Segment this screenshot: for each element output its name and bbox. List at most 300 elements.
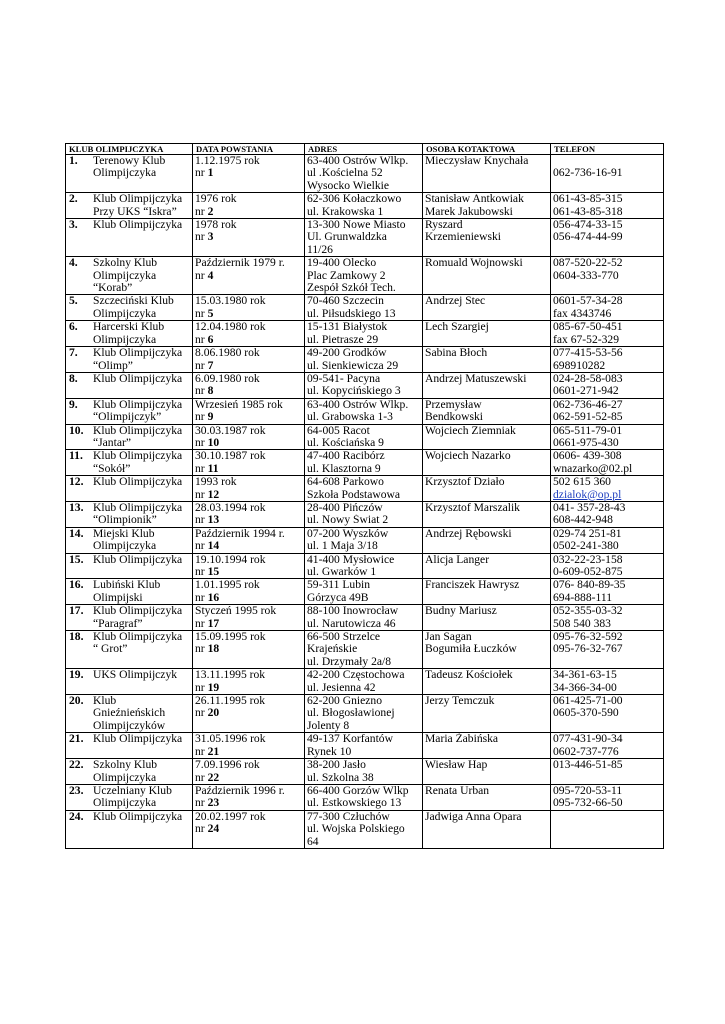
row-number: 14. (69, 526, 84, 540)
table-row (66, 810, 664, 848)
club-cell (66, 424, 193, 450)
phone-line: 0606- 439-308 (553, 450, 622, 463)
address-cell (305, 450, 423, 476)
club-cell (66, 695, 193, 733)
address-cell (305, 476, 423, 502)
club-number: 9 (207, 411, 214, 424)
address-line: ul. Piłsudskiego 13 (307, 307, 396, 320)
club-cell (66, 155, 193, 193)
club-number: 1 (207, 167, 214, 180)
date-cell (193, 501, 305, 527)
phone-line: 061-43-85-315 (553, 193, 623, 206)
nr-label: nr (195, 462, 205, 475)
nr-label: nr (195, 823, 205, 836)
nr-label: nr (195, 566, 205, 578)
contact-cell (423, 695, 551, 733)
club-name-line: Klub Olimpijczyka (93, 810, 183, 823)
row-number: 9. (69, 397, 78, 411)
contact-name: Jan Sagan (425, 631, 472, 644)
address-cell (305, 347, 423, 373)
contact-cell (423, 295, 551, 321)
phone-line: 087-520-22-52 (553, 257, 623, 270)
contact-name: Jerzy Temczuk (425, 695, 495, 708)
phone-line: 041- 357-28-43 (553, 501, 626, 514)
founding-date: 1976 rok (195, 193, 237, 206)
contact-name: Mieczysław Knychała (425, 155, 529, 167)
header-contact: OSOBA KOTAKTOWA (423, 144, 551, 155)
address-line: 70-460 Szczecin (307, 295, 384, 308)
founding-date: 15.03.1980 rok (195, 295, 266, 308)
address-line: Plac Zamkowy 2 (307, 269, 386, 282)
phone-line: 698910282 (553, 359, 606, 372)
contact-name: Wojciech Ziemniak (425, 424, 516, 437)
club-cell (66, 321, 193, 347)
row-number: 2. (69, 192, 78, 206)
founding-date: 1.01.1995 rok (195, 579, 260, 592)
clubs-table (65, 143, 664, 849)
phone-line: 061-43-85-318 (553, 205, 623, 218)
address-cell (305, 784, 423, 810)
date-cell (193, 695, 305, 733)
contact-name: Ryszard (425, 219, 463, 232)
nr-label: nr (195, 797, 205, 810)
date-cell (193, 372, 305, 398)
contact-name: Bogumiła Łuczków (425, 643, 517, 656)
header-address: ADRES (305, 144, 423, 155)
address-line: ul. Szkolna 38 (307, 771, 374, 784)
founding-date: Styczeń 1995 rok (195, 605, 277, 618)
phone-cell (551, 257, 664, 295)
founding-date: 30.10.1987 rok (195, 450, 266, 463)
table-body (66, 155, 664, 849)
club-number: 24 (207, 823, 220, 836)
nr-label: nr (195, 591, 205, 604)
address-line: 64-608 Parkowo (307, 476, 384, 489)
phone-line: 502 615 360 (553, 476, 611, 489)
address-cell (305, 553, 423, 579)
address-cell (305, 631, 423, 669)
address-line: ul. Wojska Polskiego (307, 823, 405, 836)
address-line: ul. Drzymały 2a/8 (307, 655, 392, 668)
contact-cell (423, 450, 551, 476)
club-number: 2 (207, 205, 214, 218)
club-name-line: “ Grot” (93, 643, 128, 656)
address-cell (305, 155, 423, 193)
phone-line: 061-425-71-00 (553, 695, 623, 708)
address-line: Ul. Grunwaldzka (307, 231, 387, 244)
contact-cell (423, 257, 551, 295)
row-number: 6. (69, 320, 78, 334)
phone-line: 0602-737-776 (553, 745, 619, 758)
date-cell (193, 476, 305, 502)
phone-line: 0601-57-34-28 (553, 295, 623, 308)
phone-line: fax 4343746 (553, 307, 612, 320)
address-line: Jolenty 8 (307, 719, 350, 732)
row-number: 7. (69, 346, 78, 360)
club-name-line: Klub Olimpijczyka (93, 733, 183, 746)
contact-name: Renata Urban (425, 784, 490, 797)
club-number: 7 (207, 359, 214, 372)
club-number: 23 (207, 797, 220, 810)
address-cell (305, 605, 423, 631)
address-line: 13-300 Nowe Miasto (307, 219, 406, 232)
contact-name: Przemysław (425, 398, 482, 411)
phone-line (553, 155, 661, 167)
contact-name: Krzysztof Marszalik (425, 501, 520, 514)
founding-date: Wrzesień 1985 rok (195, 398, 283, 411)
club-name-line: Klub Olimpijczyka (93, 450, 183, 463)
address-line: ul. Klasztorna 9 (307, 462, 381, 475)
nr-label: nr (195, 385, 205, 398)
club-number: 19 (207, 681, 220, 694)
address-cell (305, 257, 423, 295)
club-name-line: Olimpijczyka (93, 771, 157, 784)
club-cell (66, 733, 193, 759)
address-cell (305, 579, 423, 605)
club-name-line: Uczelniany Klub (93, 784, 172, 797)
phone-line: 095-76-32-592 (553, 631, 623, 644)
table-row (66, 450, 664, 476)
table-row (66, 759, 664, 785)
club-name-line: Olimpijczyka (93, 167, 157, 180)
founding-date: 30.03.1987 rok (195, 424, 266, 437)
address-line: ul. Nowy Świat 2 (307, 514, 389, 527)
contact-name: Marek Jakubowski (425, 205, 513, 218)
table-row (66, 669, 664, 695)
address-line: 42-200 Częstochowa (307, 669, 405, 682)
table-row (66, 695, 664, 733)
phone-line: 0661-975-430 (553, 436, 619, 449)
club-name-line: Klub Olimpijczyka (93, 347, 183, 360)
date-cell (193, 733, 305, 759)
club-name-line: “Korab” (93, 282, 133, 295)
date-cell (193, 155, 305, 193)
phone-cell (551, 527, 664, 553)
contact-cell (423, 733, 551, 759)
club-number: 10 (207, 436, 220, 449)
club-cell (66, 372, 193, 398)
club-name-line: “Olimp” (93, 359, 133, 372)
address-line: 62-200 Gniezno (307, 695, 383, 708)
row-number: 19. (69, 668, 84, 682)
header-club: KLUB OLIMPIJCZYKA (66, 144, 193, 155)
table-row (66, 321, 664, 347)
contact-name: Wojciech Nazarko (425, 450, 511, 463)
date-cell (193, 193, 305, 219)
phone-line: 34-361-63-15 (553, 669, 617, 682)
address-cell (305, 759, 423, 785)
phone-line: 056-474-44-99 (553, 231, 623, 244)
nr-label: nr (195, 167, 205, 180)
club-number: 22 (207, 771, 220, 784)
table-header-row (66, 144, 664, 155)
phone-line: 029-74 251-81 (553, 527, 622, 540)
date-cell (193, 347, 305, 373)
phone-cell (551, 733, 664, 759)
address-line: ul. Jesienna 42 (307, 681, 376, 694)
table-row (66, 193, 664, 219)
address-line: ul. Błogosławionej (307, 707, 395, 720)
date-cell (193, 219, 305, 257)
phone-line: 608-442-948 (553, 514, 613, 527)
club-cell (66, 669, 193, 695)
club-cell (66, 450, 193, 476)
phone-cell (551, 398, 664, 424)
nr-label: nr (195, 488, 205, 501)
table-row (66, 784, 664, 810)
address-line: 47-400 Racibórz (307, 450, 385, 463)
date-cell (193, 631, 305, 669)
table-row (66, 527, 664, 553)
club-name-line: Olimpijczyków (93, 719, 166, 732)
club-name-line: Klub Olimpijczyka (93, 605, 183, 618)
address-line: 07-200 Wyszków (307, 527, 389, 540)
address-line: 66-500 Strzelce (307, 631, 381, 644)
contact-cell (423, 193, 551, 219)
founding-date: Październik 1994 r. (195, 527, 285, 540)
address-cell (305, 193, 423, 219)
nr-label: nr (195, 540, 205, 553)
club-name-line: Olimpijczyka (93, 797, 157, 810)
contact-name: Wiesław Hap (425, 759, 488, 772)
phone-line: 085-67-50-451 (553, 321, 623, 334)
address-line: ul. Kościańska 9 (307, 436, 384, 449)
nr-label: nr (195, 231, 205, 244)
row-number: 20. (69, 694, 84, 708)
address-line: 49-200 Grodków (307, 347, 387, 360)
phone-line: 056-474-33-15 (553, 219, 623, 232)
row-number: 24. (69, 809, 84, 823)
contact-name: Krzysztof Działo (425, 476, 505, 489)
contact-cell (423, 321, 551, 347)
table-row (66, 424, 664, 450)
address-line: 49-137 Korfantów (307, 733, 393, 746)
contact-cell (423, 501, 551, 527)
address-cell (305, 372, 423, 398)
date-cell (193, 784, 305, 810)
club-name-line: Lubiński Klub (93, 579, 161, 592)
header-phone: TELEFON (551, 144, 664, 155)
club-cell (66, 631, 193, 669)
contact-name: Romuald Wojnowski (425, 257, 523, 270)
address-cell (305, 219, 423, 257)
phone-cell (551, 695, 664, 733)
address-cell (305, 695, 423, 733)
row-number: 5. (69, 294, 78, 308)
table-row (66, 501, 664, 527)
contact-name: Franciszek Hawrysz (425, 579, 520, 592)
address-line: Rynek 10 (307, 745, 352, 758)
phone-cell (551, 372, 664, 398)
club-number: 5 (207, 307, 214, 320)
table-row (66, 553, 664, 579)
founding-date: 26.11.1995 rok (195, 695, 266, 708)
table-row (66, 398, 664, 424)
address-line: 19-400 Olecko (307, 257, 377, 270)
nr-label: nr (195, 514, 205, 527)
club-name-line: Klub Olimpijczyka (93, 553, 183, 566)
address-line: Krajeńskie (307, 643, 358, 656)
nr-label: nr (195, 411, 205, 424)
club-name-line: Szkolny Klub (93, 257, 158, 270)
phone-cell (551, 553, 664, 579)
phone-line: 013-446-51-85 (553, 759, 623, 772)
row-number: 15. (69, 552, 84, 566)
founding-date: 1993 rok (195, 476, 237, 489)
date-cell (193, 669, 305, 695)
club-name-line: Miejski Klub (93, 527, 155, 540)
club-name-line: Klub Olimpijczyka (93, 193, 183, 206)
date-cell (193, 605, 305, 631)
founding-date: 20.02.1997 rok (195, 810, 266, 823)
phone-cell (551, 321, 664, 347)
founding-date: 8.06.1980 rok (195, 347, 260, 360)
club-number: 17 (207, 617, 220, 630)
address-line: ul. Gwarków 1 (307, 566, 377, 578)
club-cell (66, 501, 193, 527)
contact-cell (423, 347, 551, 373)
contact-cell (423, 424, 551, 450)
phone-line: 077-415-53-56 (553, 347, 623, 360)
address-cell (305, 810, 423, 848)
address-line: 11/26 (307, 243, 333, 256)
address-line: 59-311 Lubin (307, 579, 371, 592)
phone-cell (551, 424, 664, 450)
row-number: 1. (69, 154, 78, 167)
contact-name: Krzemieniewski (425, 231, 501, 244)
club-name-line: “Paragraf” (93, 617, 143, 630)
founding-date: 1.12.1975 rok (195, 155, 260, 167)
club-number: 16 (207, 591, 220, 604)
address-line: ul .Kościelna 52 (307, 167, 383, 180)
row-number: 10. (69, 423, 84, 437)
address-line: 63-400 Ostrów Wlkp. (307, 398, 409, 411)
nr-label: nr (195, 436, 205, 449)
address-line: 38-200 Jasło (307, 759, 366, 772)
phone-cell (551, 579, 664, 605)
club-cell (66, 784, 193, 810)
phone-line: 032-22-23-158 (553, 553, 623, 566)
phone-cell (551, 631, 664, 669)
club-name-line: Olimpijski (93, 591, 143, 604)
table-row (66, 347, 664, 373)
club-name-line: Klub Olimpijczyka (93, 501, 183, 514)
contact-cell (423, 372, 551, 398)
club-number: 12 (207, 488, 220, 501)
address-cell (305, 501, 423, 527)
contact-cell (423, 579, 551, 605)
club-name-line: “Olimpionik” (93, 514, 157, 527)
date-cell (193, 759, 305, 785)
phone-line: fax 67-52-329 (553, 333, 620, 346)
club-name-line: Klub Olimpijczyka (93, 631, 183, 644)
phone-line: 0604-333-770 (553, 269, 619, 282)
contact-name: Andrzej Rębowski (425, 527, 512, 540)
phone-line: 095-76-32-767 (553, 643, 623, 656)
phone-line: 024-28-58-083 (553, 372, 623, 385)
club-name-line: Klub Olimpijczyka (93, 372, 183, 385)
contact-cell (423, 553, 551, 579)
club-name-line: “Sokół” (93, 462, 131, 475)
phone-line: 095-720-53-11 (553, 784, 623, 797)
phone-cell (551, 669, 664, 695)
founding-date: Październik 1996 r. (195, 784, 285, 797)
phone-cell (551, 219, 664, 257)
address-cell (305, 398, 423, 424)
club-name-line: Klub Olimpijczyka (93, 424, 183, 437)
nr-label: nr (195, 617, 205, 630)
phone-line: 065-511-79-01 (553, 424, 623, 437)
row-number: 16. (69, 578, 84, 592)
table-row (66, 733, 664, 759)
phone-line: 694-888-111 (553, 591, 613, 604)
club-name-line: Szkolny Klub (93, 759, 158, 772)
club-name-line: Olimpijczyka (93, 540, 157, 553)
nr-label: nr (195, 333, 205, 346)
email-link[interactable]: dzialok@op.pl (553, 488, 622, 501)
address-line: 09-541- Pacyna (307, 372, 381, 385)
founding-date: 15.09.1995 rok (195, 631, 266, 644)
club-number: 20 (207, 707, 220, 720)
founding-date: 28.03.1994 rok (195, 501, 266, 514)
header-date: DATA POWSTANIA (193, 144, 305, 155)
address-line: 41-400 Mysłowice (307, 553, 395, 566)
table-row (66, 476, 664, 502)
club-number: 13 (207, 514, 220, 527)
contact-cell (423, 476, 551, 502)
phone-line: 052-355-03-32 (553, 605, 623, 618)
club-number: 3 (207, 231, 214, 244)
club-name-line: UKS Olimpijczyk (93, 669, 178, 682)
founding-date: 1978 rok (195, 219, 237, 232)
contact-name: Tadeusz Kościołek (425, 669, 513, 682)
contact-cell (423, 527, 551, 553)
phone-cell (551, 347, 664, 373)
address-line: ul. Sienkiewicza 29 (307, 359, 399, 372)
club-name-line: Olimpijczyka (93, 269, 157, 282)
nr-label: nr (195, 771, 205, 784)
club-number: 4 (207, 269, 214, 282)
contact-name: Andrzej Stec (425, 295, 486, 308)
phone-cell (551, 155, 664, 193)
address-line: 77-300 Człuchów (307, 810, 390, 823)
phone-line: 0-609-052-875 (553, 566, 623, 578)
contact-cell (423, 155, 551, 193)
phone-cell (551, 476, 664, 502)
table-row (66, 605, 664, 631)
address-line: ul. Grabowska 1-3 (307, 411, 393, 424)
address-line: ul. Kopycińskiego 3 (307, 385, 401, 398)
club-cell (66, 527, 193, 553)
phone-line: 062-591-52-85 (553, 411, 623, 424)
phone-line: 077-431-90-34 (553, 733, 623, 746)
founding-date: 19.10.1994 rok (195, 553, 266, 566)
address-line: 28-400 Pińczów (307, 501, 383, 514)
club-name-line: “Olimpijczyk” (93, 411, 162, 424)
club-cell (66, 810, 193, 848)
nr-label: nr (195, 745, 205, 758)
club-name-line: Klub Olimpijczyka (93, 476, 183, 489)
date-cell (193, 553, 305, 579)
club-cell (66, 476, 193, 502)
club-cell (66, 605, 193, 631)
club-name-line: Klub (93, 695, 117, 708)
club-cell (66, 347, 193, 373)
club-name-line: Terenowy Klub (93, 155, 166, 167)
club-cell (66, 759, 193, 785)
date-cell (193, 579, 305, 605)
contact-name: Maria Żabińska (425, 733, 499, 746)
